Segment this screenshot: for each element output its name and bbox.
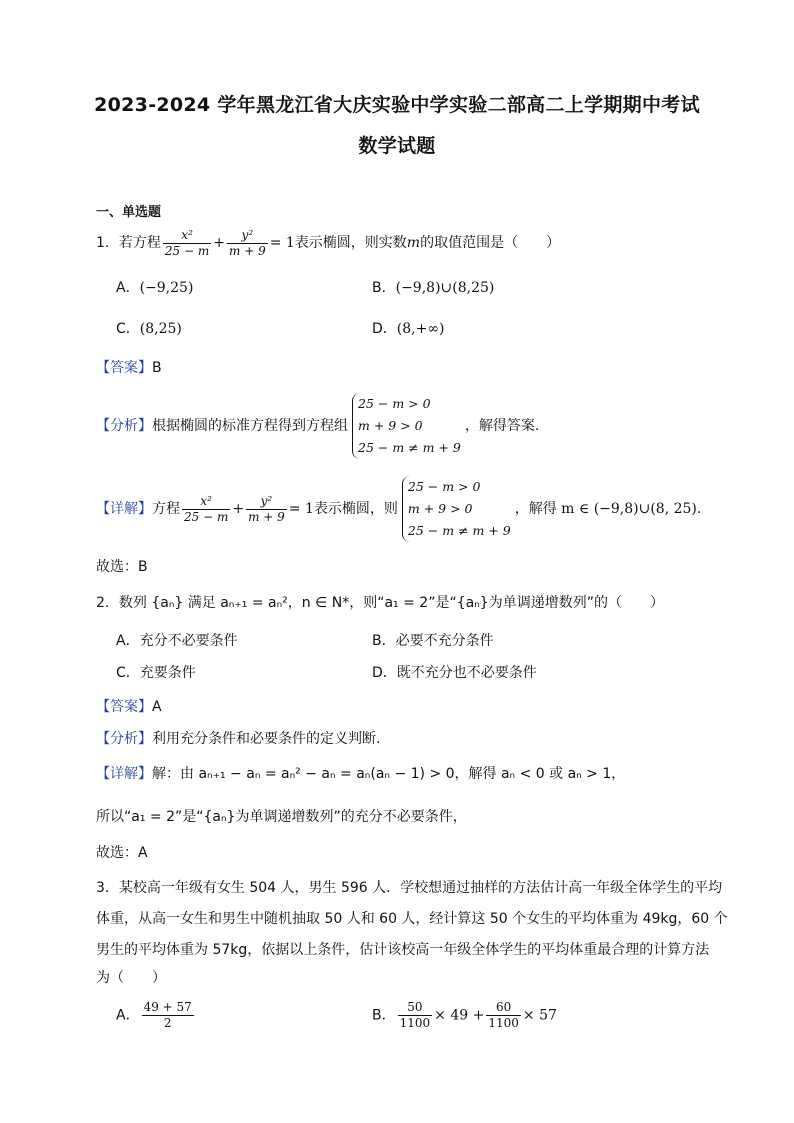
- q1-detail-mid: 表示椭圆，则: [313, 501, 398, 517]
- q1-prefix: 1．若方程: [96, 235, 161, 251]
- q2-option-a: A．充分不必要条件: [116, 633, 238, 649]
- q1-detail-fraction-x: [182, 494, 230, 525]
- q3-option-a-fraction: [142, 1000, 194, 1031]
- exam-title: 2023-2024 学年黑龙江省大庆实验中学实验二部高二上学期期中考试: [94, 94, 700, 116]
- q2-option-d: D．既不充分也不必要条件: [372, 665, 537, 681]
- answer-tag: 【答案】: [96, 699, 152, 715]
- q1-frac1-den: 25 − m: [164, 243, 210, 258]
- q3-option-b-f1-num: 50: [398, 1000, 433, 1016]
- q2-option-b: B．必要不充分条件: [372, 633, 494, 649]
- q3-option-a: [116, 1000, 196, 1031]
- q1-option-c-label: C．: [116, 321, 140, 337]
- analysis-tag: 【分析】: [96, 418, 152, 434]
- q3-option-b-tail: × 57: [522, 1007, 557, 1024]
- q3-option-b-f1-den: 1100: [399, 1016, 431, 1030]
- answer-tag: 【答案】: [96, 360, 152, 376]
- q3-line2: 体重，从高一女生和男生中随机抽取 50 人和 60 人，经计算这 50 个女生的平均体重为 49kg，60 个: [96, 911, 728, 927]
- q1-frac2-den: m + 9: [229, 243, 266, 258]
- q2-answer-value: A: [152, 699, 162, 715]
- q3-option-b-label: B．: [372, 1007, 396, 1024]
- q2-choice: 故选：A: [96, 845, 148, 861]
- q1-option-b-label: B．: [372, 280, 396, 296]
- q1-option-d-label: D．: [372, 321, 397, 337]
- q1-detail-frac1-num: x²: [182, 494, 230, 510]
- q1-analysis-tail: ，解得答案.: [464, 418, 540, 434]
- q3-line3: 男生的平均体重为 57kg，依据以上条件，估计该校高一年级全体学生的平均体重最合理的计算方法: [96, 942, 710, 958]
- q1-answer: [96, 358, 162, 378]
- q1-option-d: [372, 319, 444, 339]
- q1-detail-fraction-y: [246, 494, 287, 525]
- q1-detail-system-row1: 25 − m > 0: [407, 479, 481, 494]
- q3-line1: 3．某校高一年级有女生 504 人，男生 596 人．学校想通过抽样的方法估计高一年级全体学生的平均: [96, 880, 723, 896]
- exam-subtitle: 数学试题: [358, 135, 436, 157]
- q1-detail-frac2-den: m + 9: [248, 509, 285, 524]
- q1-detail-system-row3: 25 − m ≠ m + 9: [407, 523, 511, 538]
- q1-system-row3: 25 − m ≠ m + 9: [358, 440, 461, 455]
- q1-choice: 故选：B: [96, 559, 148, 575]
- q2-answer: [96, 697, 162, 717]
- q1-detail-frac1-den: 25 − m: [184, 509, 229, 524]
- q1-option-c-value: (8,25): [139, 321, 182, 337]
- q3-line4: 为（ ）: [96, 970, 166, 986]
- q1-option-a: [116, 278, 193, 298]
- q2-option-c: C．充要条件: [116, 665, 196, 681]
- q1-option-a-label: A．: [116, 280, 140, 296]
- q1-eq: = 1: [269, 235, 295, 251]
- q3-option-b-fraction1: [398, 1000, 433, 1031]
- q1-fraction-x: [163, 228, 211, 259]
- q3-option-b-fraction2: [486, 1000, 521, 1031]
- q3-option-a-den: 2: [163, 1016, 172, 1030]
- q1-option-a-value: (−9,25): [139, 280, 194, 296]
- q3-option-b-f2-num: 60: [486, 1000, 521, 1016]
- q1-detail-system-row2: m + 9 > 0: [407, 501, 473, 516]
- analysis-tag: 【分析】: [96, 731, 152, 747]
- q1-detail-eq: = 1: [288, 501, 314, 517]
- detail-tag: 【详解】: [96, 501, 152, 517]
- q1-detail-pre: 方程: [152, 501, 180, 517]
- q1-stem: 1．若方程 $\frac{\text{x²}}{25 - m}$ + $\frac{\text{y²}}{m + 9}$ = 1表示椭圆，则实数m的取值范围是（ ）: [96, 227, 561, 258]
- q1-option-b-value: (−9,8)∪(8,25): [395, 280, 495, 296]
- q2-analysis: [96, 729, 380, 749]
- q1-analysis-system: [352, 393, 461, 459]
- q1-detail-system: [402, 476, 511, 542]
- q2-detail-text: 解：由 aₙ₊₁ − aₙ = aₙ² − aₙ = aₙ(aₙ − 1) > 0，解得 aₙ < 0 或 aₙ > 1，: [152, 766, 626, 782]
- q2-analysis-text: 利用充分条件和必要条件的定义判断.: [152, 731, 381, 747]
- q3-option-b-mid: × 49 +: [434, 1007, 485, 1024]
- q1-detail: 【详解】方程 $\frac{\text{x²}}{25 - m}$ + $\frac{\text{y²}}{m + 9}$ = 1表示椭圆，则 25 − m > 0 m + 9 > 0 25 − m ≠ m + 9 ，解得 m ∈ (−9,8)∪(8, 25).: [96, 476, 701, 542]
- q1-answer-value: B: [152, 360, 162, 376]
- q1-frac2-num: y²: [227, 228, 268, 244]
- q1-system-row2: m + 9 > 0: [358, 418, 423, 433]
- q1-option-d-value: (8,+∞): [396, 321, 445, 337]
- q1-analysis: [96, 393, 539, 459]
- detail-tag: 【详解】: [96, 766, 152, 782]
- q2-stem: 2．数列 {aₙ} 满足 aₙ₊₁ = aₙ²，n ∈ N*，则“a₁ = 2”是“{aₙ}为单调递增数列”的（ ）: [96, 595, 664, 611]
- q3-option-a-num: 49 + 57: [143, 1000, 192, 1014]
- q1-var: m: [406, 235, 421, 251]
- q1-tail: 的取值范围是（ ）: [420, 235, 561, 251]
- q3-option-b: [372, 1000, 557, 1031]
- q1-option-b: [372, 278, 494, 298]
- q1-system-row1: 25 − m > 0: [358, 396, 431, 411]
- q1-option-c: [116, 319, 182, 339]
- q3-option-a-label: A．: [116, 1007, 140, 1024]
- q1-analysis-text: 根据椭圆的标准方程得到方程组: [152, 418, 348, 434]
- q1-frac1-num: x²: [163, 228, 211, 244]
- q2-detail: [96, 764, 625, 784]
- q3-option-b-f2-den: 1100: [488, 1016, 519, 1030]
- q1-fraction-y: [227, 228, 268, 259]
- q1-mid: 表示椭圆，则实数: [294, 235, 407, 251]
- section-heading: 一、单选题: [96, 205, 162, 220]
- q1-detail-tail: ，解得 m ∈ (−9,8)∪(8, 25).: [514, 501, 702, 517]
- q2-conclusion: 所以“a₁ = 2”是“{aₙ}为单调递增数列”的充分不必要条件，: [96, 809, 467, 825]
- q1-detail-frac2-num: y²: [246, 494, 287, 510]
